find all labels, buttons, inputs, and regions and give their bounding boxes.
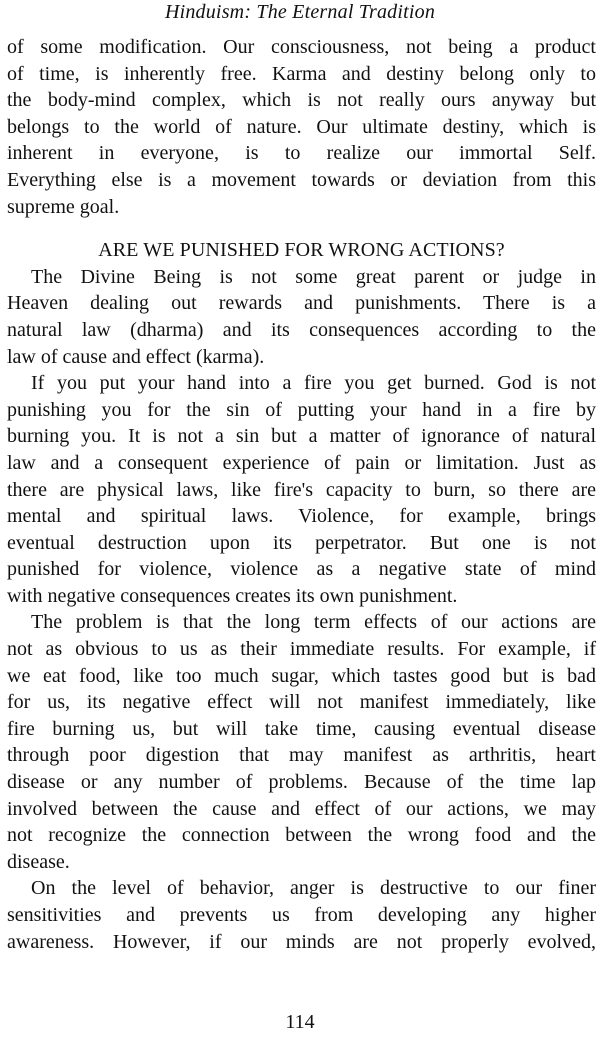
body-text bbox=[7, 34, 596, 955]
text-line: fire burning us, but will take time, causing eventual disease bbox=[7, 717, 596, 740]
text-line: law of cause and effect (karma). bbox=[7, 345, 265, 368]
text-line: The Divine Being is not some great parent or judge in bbox=[31, 265, 596, 288]
text-line: On the level of behavior, anger is destructive to our finer bbox=[31, 877, 596, 900]
running-header: Hinduism: The Eternal Tradition bbox=[164, 1, 436, 23]
text-line: of some modification. Our consciousness, not being a product bbox=[7, 36, 596, 58]
text-line: Everything else is a movement towards or deviation from this bbox=[7, 168, 596, 191]
text-line: Heaven dealing out rewards and punishments. There is a bbox=[7, 292, 596, 315]
text-line: punishing you for the sin of putting your hand in a fire by bbox=[7, 398, 596, 421]
text-line: we eat food, like too much sugar, which tastes good but is bad bbox=[7, 664, 596, 687]
paragraph bbox=[7, 609, 596, 875]
text-line: disease or any number of problems. Because of the time lap bbox=[7, 771, 596, 794]
text-line: the body-mind complex, which is not really ours anyway but bbox=[7, 89, 596, 112]
paragraph bbox=[7, 875, 596, 955]
text-line: sensitivities and prevents us from developing any higher bbox=[7, 904, 596, 926]
text-line: natural law (dharma) and its consequences according to the bbox=[7, 318, 596, 341]
text-line: there are physical laws, like fire's capacity to burn, so there are bbox=[7, 478, 596, 501]
text-line: involved between the cause and effect of our actions, we may bbox=[7, 797, 596, 820]
text-line: of time, is inherently free. Karma and destiny belong only to bbox=[7, 62, 596, 85]
text-line: for us, its negative effect will not manifest immediately, like bbox=[7, 691, 596, 714]
page-number: 114 bbox=[285, 1011, 315, 1033]
paragraph bbox=[7, 370, 596, 609]
text-line: punished for violence, violence as a negative state of mind bbox=[7, 558, 596, 581]
text-line: inherent in everyone, is to realize our immortal Self. bbox=[7, 142, 596, 165]
text-line: mental and spiritual laws. Violence, for example, brings bbox=[7, 505, 596, 528]
text-line: belongs to the world of nature. Our ultimate destiny, which is bbox=[7, 115, 596, 138]
text-line: disease. bbox=[7, 850, 70, 873]
paragraph-continued bbox=[7, 34, 596, 220]
text-line: awareness. However, if our minds are not properly evolved, bbox=[7, 930, 596, 953]
text-line: through poor digestion that may manifest as arthritis, heart bbox=[7, 744, 596, 767]
text-line: with negative consequences creates its own punishment. bbox=[7, 584, 458, 607]
text-line: not as obvious to us as their immediate results. For example, if bbox=[7, 638, 596, 661]
paragraph bbox=[7, 264, 596, 370]
section-heading: ARE WE PUNISHED FOR WRONG ACTIONS? bbox=[98, 239, 505, 262]
text-line: burning you. It is not a sin but a matter of ignorance of natural bbox=[7, 425, 596, 448]
text-line: The problem is that the long term effects of our actions are bbox=[31, 611, 596, 634]
text-line: If you put your hand into a fire you get burned. God is not bbox=[31, 372, 596, 395]
text-line: law and a consequent experience of pain or limitation. Just as bbox=[7, 451, 596, 474]
text-line: not recognize the connection between the wrong food and the bbox=[7, 824, 596, 847]
text-line: supreme goal. bbox=[7, 195, 120, 218]
text-line: eventual destruction upon its perpetrator. But one is not bbox=[7, 531, 596, 554]
